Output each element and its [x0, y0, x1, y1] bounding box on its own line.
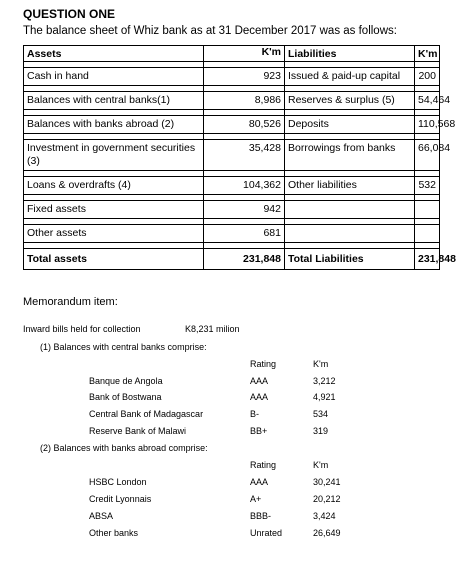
total-assets-label: Total assets: [24, 249, 204, 270]
assets-header: Assets: [24, 46, 204, 62]
central-km-header: K'm: [313, 359, 329, 369]
list-item-rating: AAA: [250, 376, 269, 386]
list-item-name: Central Bank of Madagascar: [89, 409, 204, 419]
total-row: [24, 249, 440, 270]
liabilities-km-header: K'm: [415, 46, 440, 62]
question-heading: QUESTION ONE: [23, 7, 116, 21]
liability-name: Issued & paid-up capital: [285, 68, 415, 86]
list-item-rating: Unrated: [250, 528, 283, 538]
liability-name: Borrowings from banks: [285, 140, 415, 171]
asset-value: 35,428: [204, 140, 285, 171]
asset-name: Fixed assets: [24, 201, 204, 219]
balance-sheet-table: [23, 45, 456, 270]
table-row: [24, 92, 440, 110]
table-row: [24, 177, 440, 195]
liability-value: 532: [415, 177, 440, 195]
list-item-name: Bank of Bostwana: [89, 392, 162, 402]
liability-value: 54,464: [415, 92, 440, 110]
assets-km-header: K'm: [204, 46, 285, 62]
banks-abroad-title: (2) Balances with banks abroad comprise:: [40, 443, 208, 453]
list-item-name: Reserve Bank of Malawi: [89, 426, 187, 436]
list-item-rating: BB+: [250, 426, 268, 436]
list-item-rating: AAA: [250, 392, 269, 402]
asset-value: 80,526: [204, 116, 285, 134]
list-item-rating: BBB-: [250, 511, 272, 521]
table-row: [24, 201, 440, 219]
liability-name: [285, 201, 415, 219]
list-item-name: Credit Lyonnais: [89, 494, 152, 504]
liability-name: Other liabilities: [285, 177, 415, 195]
list-item-km: 20,212: [313, 494, 341, 504]
central-rating-header: Rating: [250, 359, 277, 369]
list-item-name: HSBC London: [89, 477, 147, 487]
table-header-row: [24, 46, 440, 62]
list-item-rating: AAA: [250, 477, 269, 487]
total-liabilities-label: Total Liabilities: [285, 249, 415, 270]
abroad-rating-header: Rating: [250, 460, 277, 470]
list-item-km: 3,212: [313, 376, 336, 386]
liability-name: Deposits: [285, 116, 415, 134]
list-item-name: ABSA: [89, 511, 114, 521]
list-item-km: 534: [313, 409, 329, 419]
list-item-name: Other banks: [89, 528, 139, 538]
list-item-km: 4,921: [313, 392, 336, 402]
asset-name: Loans & overdrafts (4): [24, 177, 204, 195]
table-row: [24, 225, 440, 243]
list-item-name: Banque de Angola: [89, 376, 163, 386]
intro-text: The balance sheet of Whiz bank as at 31 December 2017 was as follows:: [23, 25, 397, 37]
table-row: [24, 116, 440, 134]
table-row: [24, 68, 440, 86]
list-item-km: 3,424: [313, 511, 336, 521]
asset-name: Other assets: [24, 225, 204, 243]
liability-value: [415, 225, 440, 243]
liability-value: [415, 201, 440, 219]
list-item-rating: B-: [250, 409, 259, 419]
asset-value: 104,362: [204, 177, 285, 195]
asset-value: 681: [204, 225, 285, 243]
liability-value: 66,084: [415, 140, 440, 171]
central-banks-title: (1) Balances with central banks comprise:: [40, 342, 207, 352]
list-item-km: 26,649: [313, 528, 341, 538]
list-item-km: 319: [313, 426, 329, 436]
asset-value: 923: [204, 68, 285, 86]
liability-name: [285, 225, 415, 243]
liability-value: 110,568: [415, 116, 440, 134]
list-item-rating: A+: [250, 494, 262, 504]
liabilities-header: Liabilities: [285, 46, 415, 62]
total-liabilities-value: 231,848: [415, 249, 440, 270]
asset-name: Cash in hand: [24, 68, 204, 86]
liability-value: 200: [415, 68, 440, 86]
asset-value: 8,986: [204, 92, 285, 110]
asset-name: Balances with central banks(1): [24, 92, 204, 110]
inward-bills-label: Inward bills held for collection: [23, 324, 141, 334]
asset-name: Investment in government securities (3): [24, 140, 204, 171]
total-assets-value: 231,848: [204, 249, 285, 270]
liability-name: Reserves & surplus (5): [285, 92, 415, 110]
table-row: [24, 140, 440, 171]
memo-title: Memorandum item:: [23, 296, 118, 308]
asset-value: 942: [204, 201, 285, 219]
inward-bills-value: K8,231 milion: [185, 324, 240, 334]
list-item-km: 30,241: [313, 477, 341, 487]
asset-name: Balances with banks abroad (2): [24, 116, 204, 134]
abroad-km-header: K'm: [313, 460, 329, 470]
